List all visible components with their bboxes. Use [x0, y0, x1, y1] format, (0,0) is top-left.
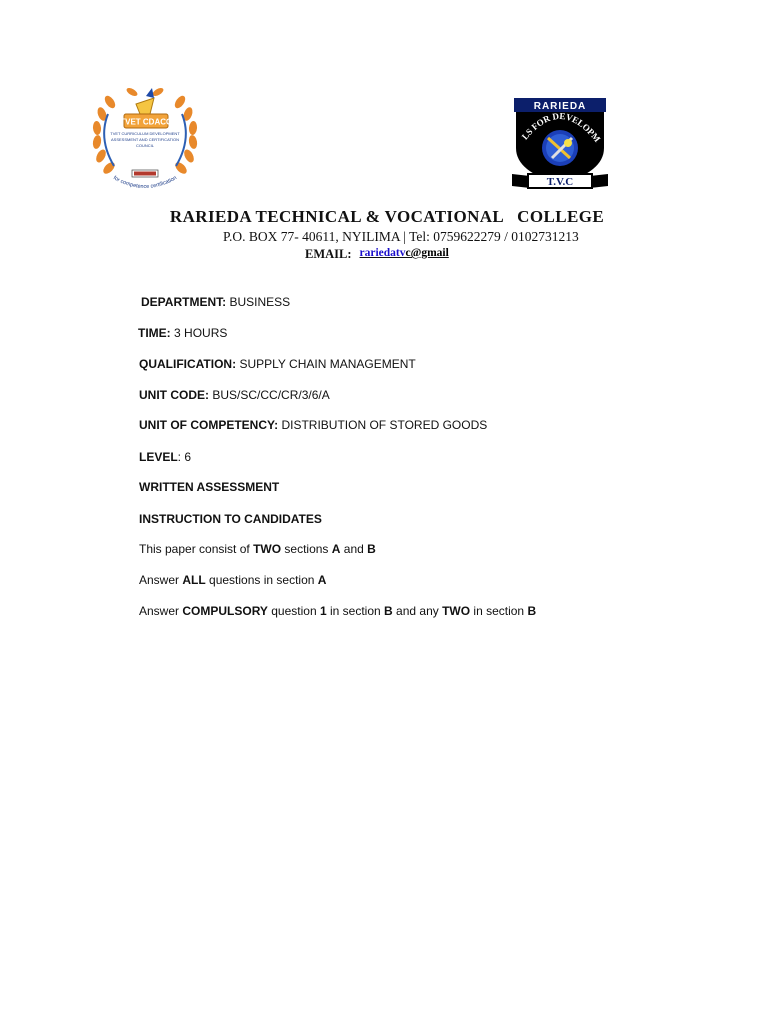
svg-text:TVET CURRICULUM DEVELOPMENT: TVET CURRICULUM DEVELOPMENT — [110, 131, 180, 136]
level-value: : 6 — [177, 450, 192, 464]
unit-competency-label: UNIT OF COMPETENCY: — [139, 418, 279, 432]
svg-text:T.V.C: T.V.C — [546, 176, 574, 188]
instruction-heading-text: INSTRUCTION TO CANDIDATES — [139, 512, 322, 526]
qualification-value: SUPPLY CHAIN MANAGEMENT — [239, 357, 416, 371]
instruction-emphasis: TWO — [253, 542, 282, 556]
instruction-emphasis: A — [317, 573, 327, 587]
instruction-text: sections — [281, 542, 332, 556]
instruction-text: This paper consist of — [139, 542, 254, 556]
svg-text:SKILLS FOR DEVELOPMENT: LS FOR DEVELOPM — [519, 110, 603, 145]
instruction-emphasis: TWO — [442, 604, 471, 618]
rarieda-shield-logo-icon — [508, 96, 612, 192]
written-assessment-heading — [139, 480, 279, 494]
college-address: P.O. BOX 77- 40611, NYILIMA | Tel: 0759622279 / 0102731213 — [223, 229, 579, 244]
email-link-part2[interactable]: c@gmail — [405, 247, 449, 259]
department-line — [141, 295, 290, 309]
instruction-emphasis: B — [367, 542, 376, 556]
instruction-text: questions in section — [205, 573, 318, 587]
svg-text:ASSESSMENT AND CERTIFICATION: ASSESSMENT AND CERTIFICATION — [110, 137, 180, 142]
instruction-text: Answer — [139, 573, 183, 587]
college-name: RARIEDA TECHNICAL & VOCATIONAL COLLEGE — [169, 207, 605, 226]
rarieda-college-logo — [508, 96, 612, 192]
unit-code-label: UNIT CODE: — [139, 388, 209, 402]
instruction-emphasis: 1 — [319, 604, 327, 618]
svg-text:for competence certification: for competence certification — [112, 175, 178, 191]
instruction-text: and — [340, 542, 368, 556]
department-label: DEPARTMENT: — [141, 295, 227, 309]
unit-competency-value: DISTRIBUTION OF STORED GOODS — [281, 418, 488, 432]
department-value: BUSINESS — [229, 295, 291, 309]
svg-text:COUNCIL: COUNCIL — [135, 143, 155, 148]
level-line — [139, 450, 191, 464]
email-link[interactable] — [360, 247, 449, 259]
unit-code-value: BUS/SC/CC/CR/3/6/A — [212, 388, 330, 402]
instruction-emphasis: ALL — [182, 573, 206, 587]
unit-competency-line — [139, 418, 487, 432]
instruction-emphasis: B — [384, 604, 393, 618]
instruction-text: in section — [326, 604, 385, 618]
time-label: TIME: — [138, 326, 171, 340]
instruction-line-3 — [139, 604, 536, 618]
svg-text:TVET CDACC: TVET CDACC — [120, 117, 172, 127]
qualification-label: QUALIFICATION: — [139, 357, 237, 371]
email-link-part1[interactable]: rariedatv — [359, 247, 406, 259]
instruction-emphasis: B — [527, 604, 537, 618]
written-assessment-text: WRITTEN ASSESSMENT — [139, 480, 280, 494]
tvet-cdacc-logo — [88, 84, 202, 196]
instruction-line-1 — [139, 542, 376, 556]
instruction-emphasis: A — [331, 542, 341, 556]
instruction-text: question — [267, 604, 320, 618]
instruction-emphasis: COMPULSORY — [182, 604, 268, 618]
unit-code-line — [139, 388, 330, 402]
tvet-cdacc-laurel-logo-icon — [88, 84, 202, 196]
instruction-text: Answer — [139, 604, 183, 618]
instruction-line-2 — [139, 573, 326, 587]
instruction-text: and any — [392, 604, 443, 618]
time-line — [138, 326, 227, 340]
instruction-heading — [139, 512, 322, 526]
svg-text:RARIEDA: RARIEDA — [533, 101, 587, 112]
qualification-line — [139, 357, 416, 371]
email-label: EMAIL: — [305, 247, 352, 261]
email-row — [305, 247, 449, 262]
level-label: LEVEL — [139, 450, 178, 464]
time-value: 3 HOURS — [174, 326, 228, 340]
instruction-text: in section — [470, 604, 528, 618]
